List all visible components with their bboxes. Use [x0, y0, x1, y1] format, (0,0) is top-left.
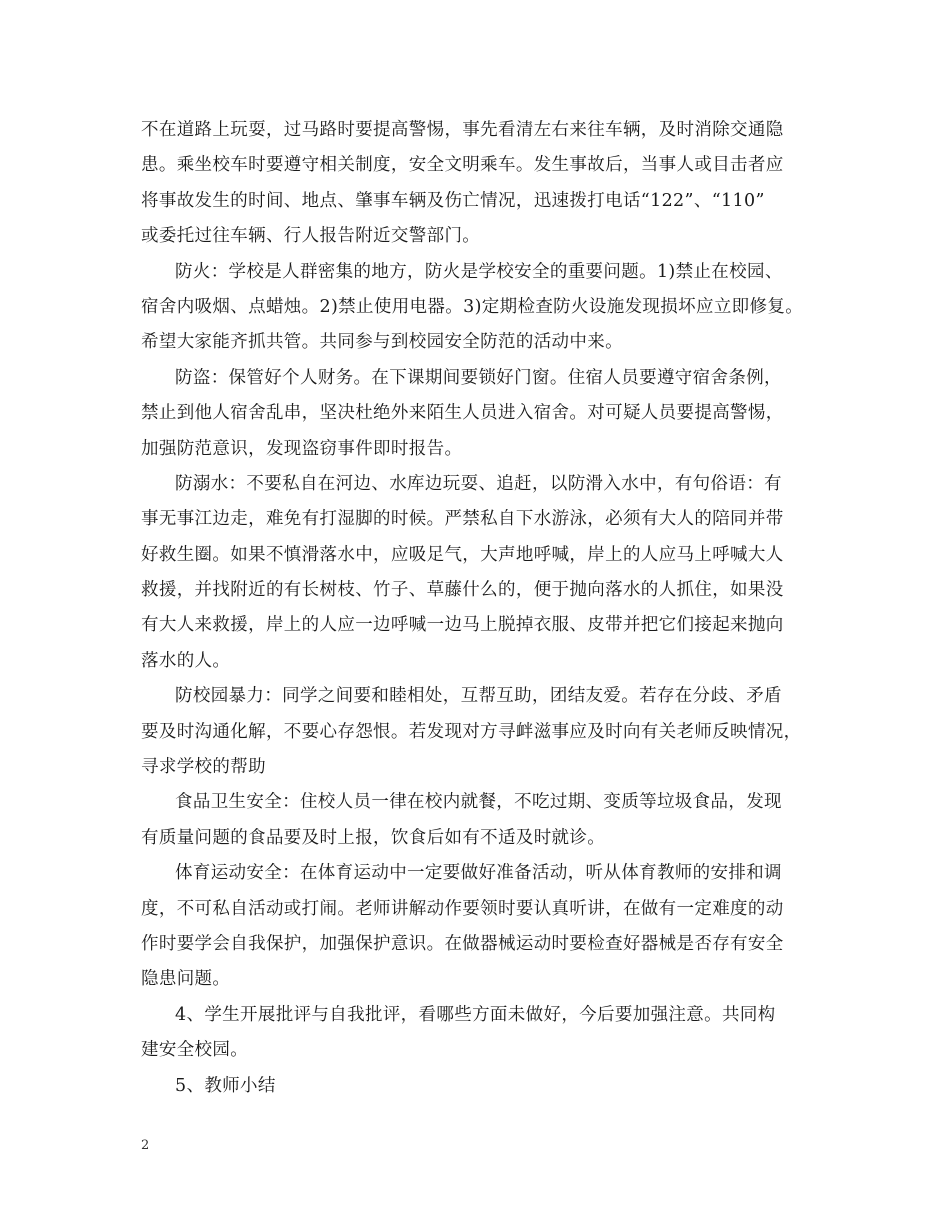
text-line: 防溺水：不要私自在河边、水库边玩耍、追赶，以防滑入水中，有句俗语：有: [175, 473, 782, 494]
text-line: 作时要学会自我保护，加强保护意识。在做器械运动时要检查好器械是否存有安全: [141, 933, 784, 954]
text-line: 事无事江边走，难免有打湿脚的时候。严禁私自下水游泳，必须有大人的陪同并带: [141, 509, 784, 530]
text-line: 4、学生开展批评与自我批评，看哪些方面未做好，今后要加强注意。共同构: [175, 1004, 776, 1025]
paragraph-drowning: [141, 467, 831, 679]
text-line: 有大人来救援，岸上的人应一边呼喊一边马上脱掉衣服、皮带并把它们接起来抛向: [141, 615, 784, 636]
text-line: 食品卫生安全：住校人员一律在校内就餐，不吃过期、变质等垃圾食品，发现: [175, 792, 782, 813]
text-line: 防盗：保管好个人财务。在下课期间要锁好门窗。住宿人员要遵守宿舍条例，: [175, 367, 782, 388]
text-line: 5、教师小结: [175, 1075, 276, 1096]
text-line: 好救生圈。如果不慎滑落水中，应吸足气，大声地呼喊，岸上的人应马上呼喊大人: [141, 544, 784, 565]
text-line: 或委托过往车辆、行人报告附近交警部门。: [141, 226, 481, 247]
paragraph-step-4: [141, 998, 831, 1069]
text-line: 要及时沟通化解，不要心存怨恨。若发现对方寻衅滋事应及时向有关老师反映情况，: [141, 721, 802, 742]
text-line: 加强防范意识，发现盗窃事件即时报告。: [141, 438, 463, 459]
text-line: 将事故发生的时间、地点、肇事车辆及伤亡情况，迅速拨打电话“122”、“110”: [141, 190, 765, 211]
document-body: [141, 113, 831, 1104]
text-line: 落水的人。: [141, 650, 231, 671]
paragraph-sports-safety: [141, 856, 831, 998]
paragraph-food-safety: [141, 785, 831, 856]
text-line: 不在道路上玩耍，过马路时要提高警惕，事先看清左右来往车辆，及时消除交通隐: [141, 120, 784, 140]
text-line: 隐患问题。: [141, 969, 231, 990]
text-line: 建安全校园。: [141, 1040, 249, 1061]
text-line: 防校园暴力：同学之间要和睦相处，互帮互助，团结友爱。若存在分歧、矛盾: [175, 686, 782, 707]
text-line: 防火：学校是人群密集的地方，防火是学校安全的重要问题。1)禁止在校园、: [175, 261, 783, 282]
text-line: 寻求学校的帮助: [141, 757, 266, 778]
paragraph-traffic: [141, 113, 831, 255]
text-line: 救援，并找附近的有长树枝、竹子、草藤什么的，便于抛向落水的人抓住，如果没: [141, 580, 784, 601]
page-number: 2: [141, 1138, 150, 1153]
paragraph-step-5: [141, 1069, 831, 1104]
paragraph-theft: [141, 361, 831, 467]
text-line: 体育运动安全：在体育运动中一定要做好准备活动，听从体育教师的安排和调: [175, 863, 782, 884]
text-line: 宿舍内吸烟、点蜡烛。2)禁止使用电器。3)定期检查防火设施发现损坏应立即修复。: [141, 296, 804, 317]
text-line: 有质量问题的食品要及时上报，饮食后如有不适及时就诊。: [141, 827, 606, 848]
text-line: 希望大家能齐抓共管。共同参与到校园安全防范的活动中来。: [141, 332, 623, 353]
text-line: 患。乘坐校车时要遵守相关制度，安全文明乘车。发生事故后，当事人或目击者应: [141, 155, 784, 176]
paragraph-violence: [141, 679, 831, 785]
text-line: 禁止到他人宿舍乱串，坚决杜绝外来陌生人员进入宿舍。对可疑人员要提高警惕，: [141, 403, 784, 424]
paragraph-fire: [141, 255, 831, 361]
text-line: 度，不可私自活动或打闹。老师讲解动作要领时要认真听讲，在做有一定难度的动: [141, 898, 784, 919]
